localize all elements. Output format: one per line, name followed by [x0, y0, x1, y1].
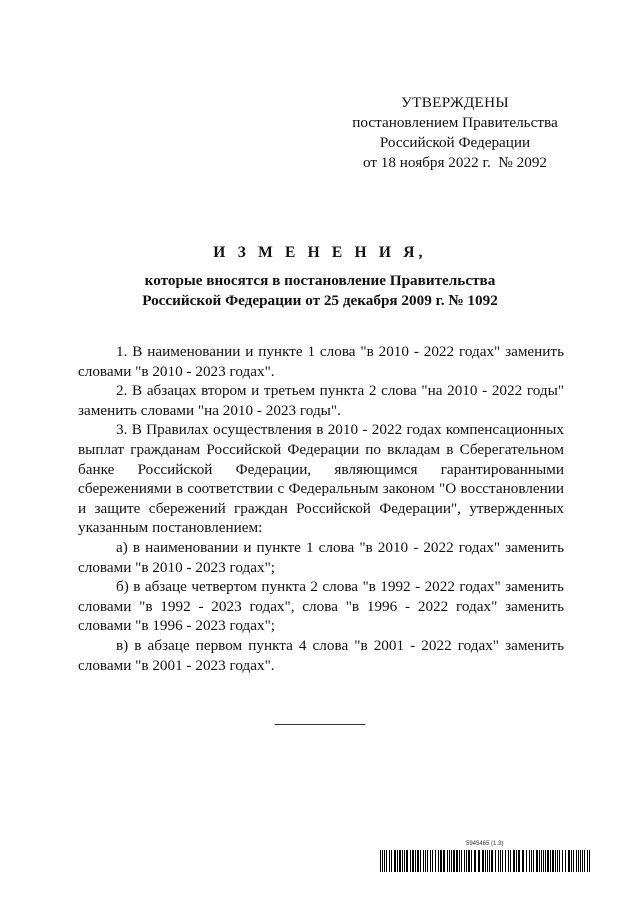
title-subtitle: [60, 271, 580, 311]
paragraph-3c: в) в абзаце первом пункта 4 слова "в 2001 - 2022 годах" заменить словами "в 2001 - 2023 годах".: [78, 636, 564, 674]
approval-line-2: Российской Федерации: [379, 134, 531, 151]
document-title: [60, 243, 580, 311]
paragraph-3b: б) в абзаце четвертом пункта 2 слова "в 1992 - 2022 годах" заменить словами "в 1992 - 2023 годах", слова "в 1996 - 2022 годах" заменить словами "в 1996 - 2023 годах";: [78, 578, 564, 635]
paragraph-1: 1. В наименовании и пункте 1 слова "в 2010 - 2022 годах" заменить словами "в 2010 - 2023 годах".: [78, 343, 564, 380]
approval-line-3: от 18 ноября 2022 г. № 2092: [362, 154, 548, 171]
title-main: И З М Е Н Е Н И Я,: [213, 244, 427, 261]
approval-line-1: постановлением Правительства: [352, 114, 558, 131]
approval-heading: УТВЕРЖДЕНЫ: [401, 94, 509, 111]
title-subtitle-line-1: которые вносятся в постановление Правительства: [144, 272, 496, 289]
approval-stamp: [330, 93, 580, 173]
paragraph-2: 2. В абзацах втором и третьем пункта 2 слова "на 2010 - 2022 годы" заменить словами "на 2010 - 2023 годы".: [78, 382, 564, 419]
paragraph-3: 3. В Правилах осуществления в 2010 - 2022 годах компенсационных выплат гражданам Российской Федерации по вкладам в Сберегательном банке Российской Федерации, являющимся гарантированными сбережениями в соответствии с Федеральным законом "О восстановлении и защите сбережений граждан Российской Федерации", утвержденных указанным постановлением:: [78, 421, 564, 537]
barcode-image: [380, 850, 590, 872]
document-body: [78, 342, 564, 675]
closing-divider: [275, 724, 365, 725]
document-code: 5945465 (1.3): [466, 841, 504, 847]
paragraph-3a: а) в наименовании и пункте 1 слова "в 2010 - 2022 годах" заменить словами "в 2010 - 2023 годах";: [78, 538, 564, 576]
title-subtitle-line-2: Российской Федерации от 25 декабря 2009 г. № 1092: [142, 292, 498, 309]
